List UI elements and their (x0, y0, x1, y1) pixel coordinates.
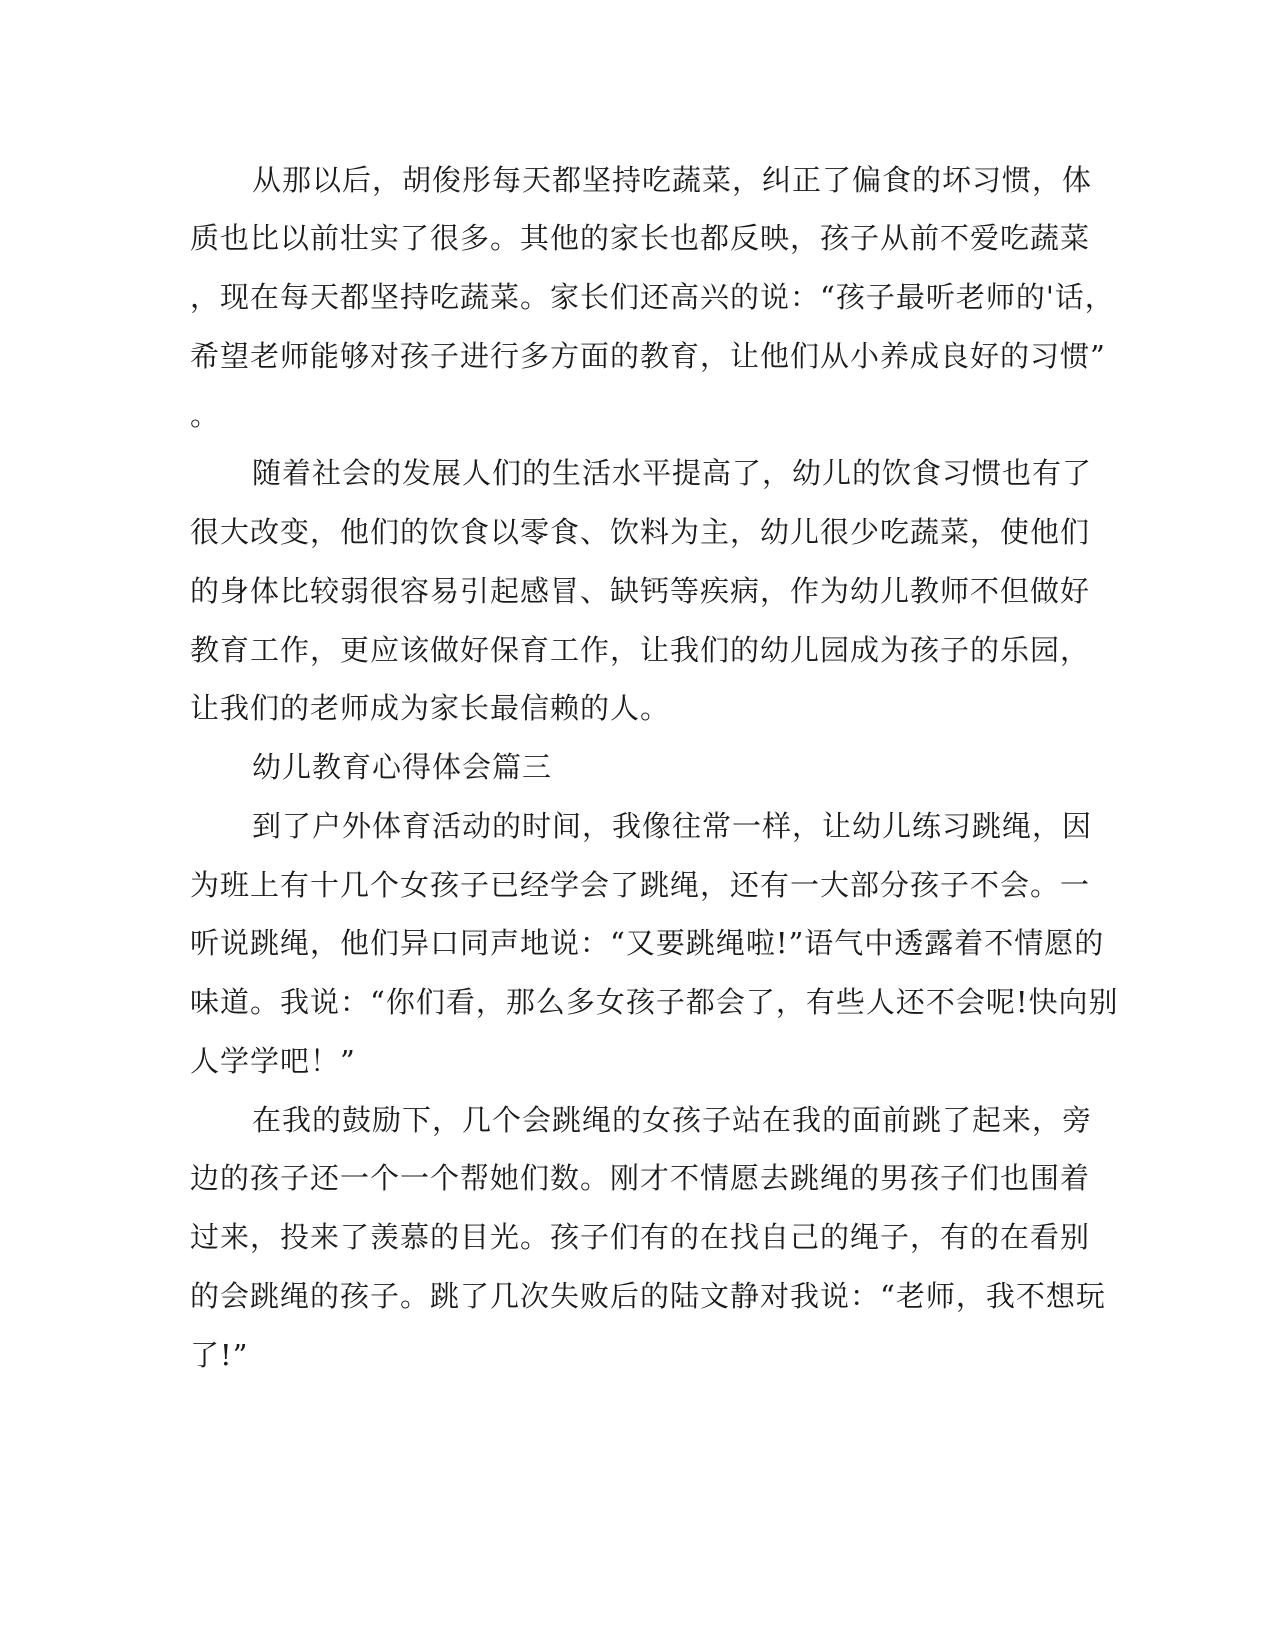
text-line: 让我们的老师成为家长最信赖的人。 (190, 691, 671, 725)
text-line: 过来，投来了羡慕的目光。孩子们有的在找自己的绳子，有的在看别 (190, 1220, 1091, 1254)
text-line: 教育工作，更应该做好保育工作，让我们的幼儿园成为孩子的乐园， (190, 633, 1091, 667)
text-line: 很大改变，他们的饮食以零食、饮料为主，幼儿很少吃蔬菜，使他们 (190, 515, 1091, 549)
text-line: 从那以后，胡俊彤每天都坚持吃蔬菜，纠正了偏食的坏习惯，体 (252, 163, 1093, 197)
text-line: 为班上有十几个女孩子已经学会了跳绳，还有一大部分孩子不会。一 (190, 868, 1091, 902)
text-line: 。 (190, 398, 221, 432)
text-line: 边的孩子还一个一个帮她们数。刚才不情愿去跳绳的男孩子们也围着 (190, 1161, 1091, 1195)
text-line: 听说跳绳，他们异口同声地说：“又要跳绳啦!”语气中透露着不情愿的 (190, 926, 1105, 960)
text-line: 质也比以前壮实了很多。其他的家长也都反映，孩子从前不爱吃蔬菜 (190, 221, 1091, 255)
text-line: 在我的鼓励下，几个会跳绳的女孩子站在我的面前跳了起来，旁 (252, 1103, 1093, 1137)
text-line: 了!” (190, 1338, 249, 1372)
text-line: 希望老师能够对孩子进行多方面的教育，让他们从小养成良好的习惯” (190, 339, 1106, 373)
text-line: 到了户外体育活动的时间，我像往常一样，让幼儿练习跳绳，因 (252, 809, 1093, 843)
section-heading: 幼儿教育心得体会篇三 (252, 750, 553, 784)
text-line: 人学学吧！” (190, 1044, 356, 1078)
text-line: ，现在每天都坚持吃蔬菜。家长们还高兴的说：“孩子最听老师的'话， (190, 280, 1115, 314)
text-line: 的会跳绳的孩子。跳了几次失败后的陆文静对我说：“老师，我不想玩 (190, 1279, 1106, 1313)
text-line: 的身体比较弱很容易引起感冒、缺钙等疾病，作为幼儿教师不但做好 (190, 574, 1091, 608)
text-line: 味道。我说：“你们看，那么多女孩子都会了，有些人还不会呢!快向别 (190, 985, 1119, 1019)
text-line: 随着社会的发展人们的生活水平提高了，幼儿的饮食习惯也有了 (252, 456, 1093, 490)
